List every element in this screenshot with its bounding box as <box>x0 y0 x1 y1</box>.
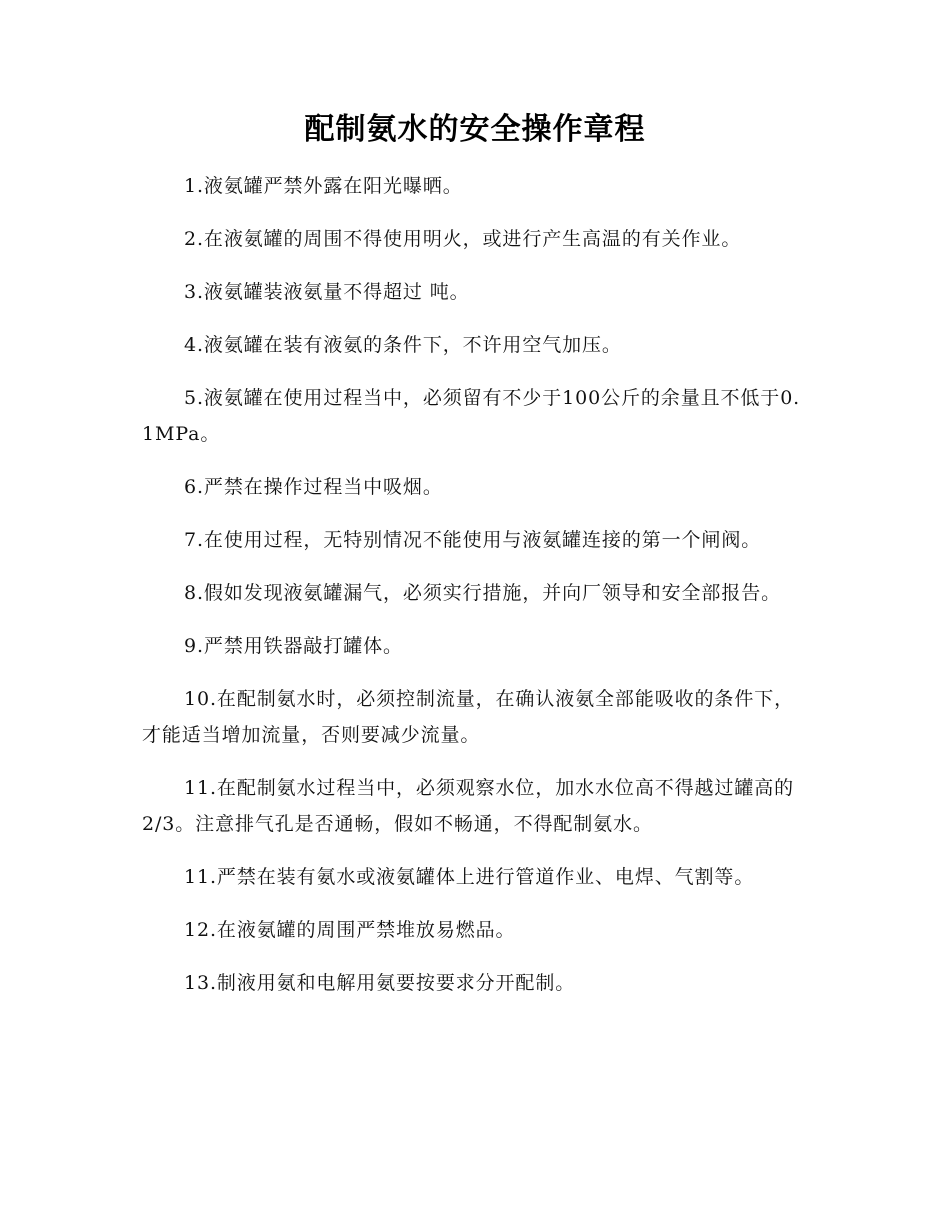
rule-paragraph-11a: 11.在配制氨水过程当中，必须观察水位，加水水位高不得越过罐高的2/3。注意排气孔是否通畅，假如不畅通，不得配制氨水。 <box>142 777 795 835</box>
document-body <box>142 168 810 1018</box>
rule-paragraph-5: 5.液氨罐在使用过程当中，必须留有不少于100公斤的余量且不低于0.1MPa。 <box>142 387 801 445</box>
rule-paragraph-11b: 11.严禁在装有氨水或液氨罐体上进行管道作业、电焊、气割等。 <box>184 866 755 888</box>
document-title: 配制氨水的安全操作章程 <box>304 112 646 147</box>
rule-paragraph-12: 12.在液氨罐的周围严禁堆放易燃品。 <box>184 919 516 941</box>
rule-paragraph-4: 4.液氨罐在装有液氨的条件下，不许用空气加压。 <box>184 334 622 356</box>
rule-paragraph-8: 8.假如发现液氨罐漏气，必须实行措施，并向厂领导和安全部报告。 <box>184 582 782 604</box>
rule-paragraph-13: 13.制液用氨和电解用氨要按要求分开配制。 <box>184 972 576 994</box>
rule-paragraph-7: 7.在使用过程，无特别情况不能使用与液氨罐连接的第一个闸阀。 <box>184 529 762 551</box>
rule-paragraph-3: 3.液氨罐装液氨量不得超过 吨。 <box>184 281 470 303</box>
rule-paragraph-2: 2.在液氨罐的周围不得使用明火，或进行产生高温的有关作业。 <box>184 228 742 250</box>
rule-paragraph-1: 1.液氨罐严禁外露在阳光曝晒。 <box>184 175 463 197</box>
rule-paragraph-6: 6.严禁在操作过程当中吸烟。 <box>184 476 443 498</box>
rule-paragraph-9: 9.严禁用铁器敲打罐体。 <box>184 635 403 657</box>
rule-paragraph-10: 10.在配制氨水时，必须控制流量，在确认液氨全部能吸收的条件下，才能适当增加流量，否则要减少流量。 <box>142 688 795 746</box>
